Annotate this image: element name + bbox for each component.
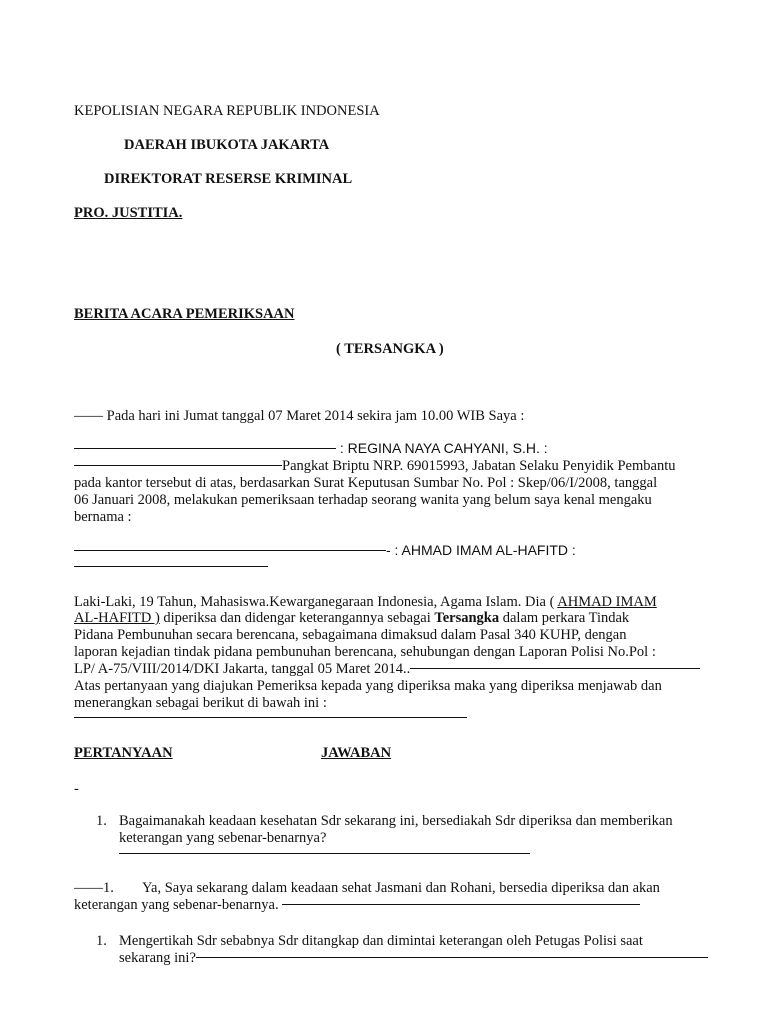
- identity-text: dalam perkara Tindak: [499, 610, 630, 626]
- police-report-ref: LP/ A-75/VIII/2014/DKI Jakarta, tanggal 05 Maret 2014..: [74, 661, 411, 677]
- region-heading: DAERAH IBUKOTA JAKARTA: [124, 137, 330, 153]
- fill-line: [74, 559, 268, 576]
- examiner-name: : REGINA NAYA CAHYANI, S.H. :: [336, 440, 548, 456]
- question-text: keterangan yang sebenar-benarnya?: [119, 830, 327, 846]
- suspect-line: [74, 542, 576, 560]
- question-text: sekarang ini?: [119, 950, 196, 966]
- stray-dash: -: [74, 781, 79, 797]
- identity-line: [74, 594, 657, 611]
- identity-line: [74, 610, 629, 627]
- fill-rule: [282, 904, 640, 905]
- fill-rule: [74, 566, 268, 567]
- body-line: 06 Januari 2008, melakukan pemeriksaan terhadap seorang wanita yang belum saya kenal mengaku: [74, 492, 652, 508]
- identity-line: Pidana Pembunuhan secara berencana, sebagaimana dimaksud dalam Pasal 340 KUHP, dengan: [74, 627, 627, 643]
- examiner-line: [74, 440, 548, 458]
- fill-rule: [74, 550, 386, 551]
- fill-rule: [410, 668, 700, 669]
- suspect-name-part2: AL-HAFITD ): [74, 610, 160, 626]
- identity-line: Atas pertanyaan yang diajukan Pemeriksa kepada yang diperiksa maka yang diperiksa menjawab dan: [74, 678, 662, 694]
- opening-text: Pada hari ini Jumat tanggal 07 Maret 2014 sekira jam 10.00 WIB Saya :: [103, 408, 525, 424]
- document-title: BERITA ACARA PEMERIKSAAN: [74, 306, 295, 322]
- directorate-heading: DIREKTORAT RESERSE KRIMINAL: [104, 171, 353, 187]
- question-text: Mengertikah Sdr sebabnya Sdr ditangkap dan dimintai keterangan oleh Petugas Polisi saat: [119, 933, 643, 949]
- answer-line: [74, 897, 640, 914]
- identity-line: menerangkan sebagai berikut di bawah ini :: [74, 695, 327, 711]
- fill-rule: [196, 957, 708, 958]
- body-line: bernama :: [74, 509, 132, 525]
- question-text: Bagaimanakah keadaan kesehatan Sdr sekarang ini, bersediakah Sdr diperiksa dan memberikan: [119, 813, 673, 829]
- question-line: [119, 950, 708, 967]
- suspect-name: - : AHMAD IMAM AL-HAFITD :: [386, 542, 576, 558]
- answer-text: Ya, Saya sekarang dalam keadaan sehat Jasmani dan Rohani, bersedia diperiksa dan akan: [142, 880, 660, 896]
- fill-rule: [74, 448, 336, 449]
- fill-line: [119, 846, 530, 863]
- question-column-heading: PERTANYAAN: [74, 745, 173, 761]
- pro-justitia-label: PRO. JUSTITIA.: [74, 205, 183, 221]
- fill-line: [74, 710, 467, 727]
- question-number: 1.: [96, 933, 107, 949]
- fill-rule: [74, 717, 467, 718]
- body-line: pada kantor tersebut di atas, berdasarkan Surat Keputusan Sumbar No. Pol : Skep/06/I/2008, tanggal: [74, 475, 658, 491]
- identity-text: Laki-Laki, 19 Tahun, Mahasiswa.Kewarganegaraan Indonesia, Agama Islam. Dia (: [74, 594, 558, 610]
- suspect-role: Tersangka: [434, 610, 500, 626]
- question-number: 1.: [96, 813, 107, 829]
- suspect-name-part1: AHMAD IMAM: [557, 594, 657, 610]
- agency-heading: KEPOLISIAN NEGARA REPUBLIK INDONESIA: [74, 103, 380, 119]
- opening-dash: ——: [74, 408, 103, 424]
- identity-line: laporan kejadian tindak pidana pembunuhan berencana, sehubungan dengan Laporan Polisi No.Pol :: [74, 644, 656, 660]
- fill-rule: [74, 465, 282, 466]
- document-subtitle: ( TERSANGKA ): [336, 341, 444, 357]
- answer-text: keterangan yang sebenar-benarnya.: [74, 897, 283, 913]
- answer-number: ——1.: [74, 880, 114, 896]
- rank-text: Pangkat Briptu NRP. 69015993, Jabatan Selaku Penyidik Pembantu: [282, 458, 676, 474]
- answer-column-heading: JAWABAN: [321, 745, 392, 761]
- opening-line: [74, 408, 524, 425]
- identity-line: [74, 661, 700, 678]
- fill-rule: [119, 853, 530, 854]
- identity-text: diperiksa dan didengar keterangannya sebagai: [159, 610, 435, 626]
- rank-line: [74, 458, 676, 475]
